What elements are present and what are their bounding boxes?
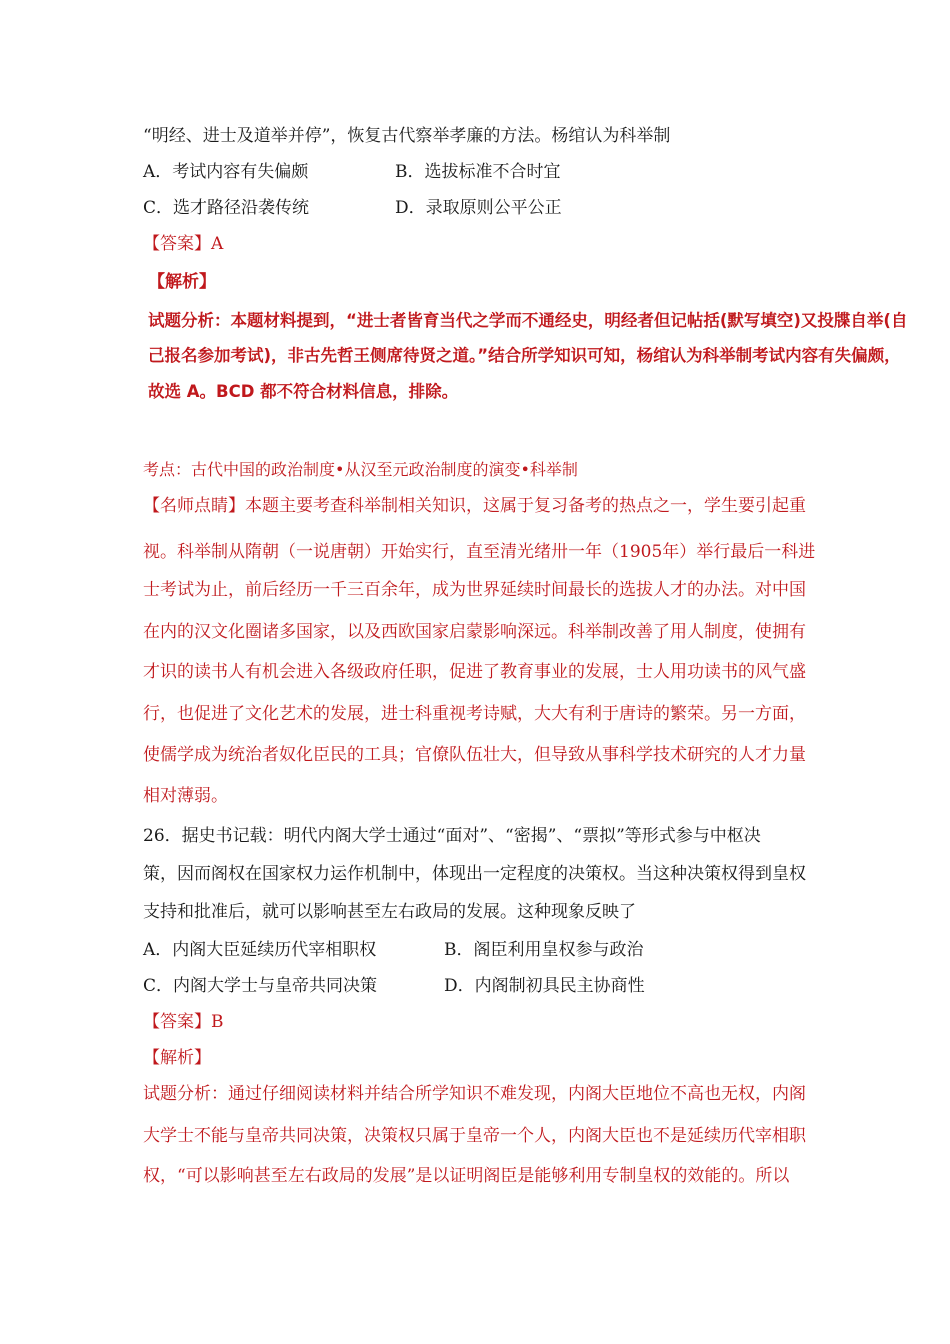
q25-mingshi-line: 行，也促进了文化艺术的发展，进士科重视考诗赋，大大有利于唐诗的繁荣。另一方面，: [143, 704, 806, 724]
question-26-stem: 26．据史书记载：明代内阁大学士通过“面对”、“密揭”、“票拟”等形式参与中枢决: [143, 826, 761, 846]
question-26-stem: 支持和批准后，就可以影响甚至左右政局的发展。这种现象反映了: [143, 902, 636, 922]
q26-option-d: D．内阁制初具民主协商性: [444, 976, 645, 996]
q25-answer: [143, 232, 223, 256]
q25-mingshi-line: [143, 494, 806, 518]
q25-option-d: D．录取原则公平公正: [395, 198, 562, 218]
q25-mingshi-line: 士考试为止，前后经历一千三百余年，成为世界延续时间最长的选拔人才的办法。对中国: [143, 580, 806, 600]
q25-analysis-tag: 【解析】: [148, 272, 216, 292]
q25-mingshi-line: 才识的读书人有机会进入各级政府任职，促进了教育事业的发展，士人用功读书的风气盛: [143, 662, 806, 682]
mingshi-tag: 【名师点睛】: [143, 496, 245, 516]
q26-analysis-line: 大学士不能与皇帝共同决策，决策权只属于皇帝一个人，内阁大臣也不是延续历代宰相职: [143, 1126, 806, 1146]
q25-mingshi-line: 在内的汉文化圈诸多国家，以及西欧国家启蒙影响深远。科举制改善了用人制度，使拥有: [143, 622, 806, 642]
q25-analysis-line: 故选 A。BCD 都不符合材料信息，排除。: [148, 382, 459, 401]
q26-analysis-line: 试题分析：通过仔细阅读材料并结合所学知识不难发现，内阁大臣地位不高也无权，内阁: [143, 1084, 806, 1104]
q26-analysis-tag: 【解析】: [143, 1048, 211, 1068]
q26-option-a: A．内阁大臣延续历代宰相职权: [143, 940, 377, 960]
q25-mingshi-line: 使儒学成为统治者奴化臣民的工具；官僚队伍壮大，但导致从事科学技术研究的人才力量: [143, 745, 806, 765]
q26-option-b: B．阁臣利用皇权参与政治: [444, 940, 644, 960]
answer-tag: 【答案】: [143, 234, 211, 254]
q26-option-c: C．内阁大学士与皇帝共同决策: [143, 976, 378, 996]
q25-analysis-line: 试题分析：本题材料提到，“进士者皆育当代之学而不通经史，明经者但记帖括(默写填空)又投牒自举(自: [148, 311, 908, 330]
q26-analysis-line: 权，“可以影响甚至左右政局的发展”是以证明阁臣是能够利用专制皇权的效能的。所以: [143, 1166, 790, 1186]
q25-option-a: A．考试内容有失偏颇: [143, 162, 309, 182]
q25-analysis-line: 己报名参加考试)，非古先哲王侧席待贤之道。”结合所学知识可知，杨绾认为科举制考试内容有失偏颇，: [148, 346, 901, 365]
q25-option-c: C．选才路径沿袭传统: [143, 198, 310, 218]
question-25-stem-tail: “明经、进士及道举并停”，恢复古代察举孝廉的方法。杨绾认为科举制: [143, 126, 671, 146]
answer-value: B: [211, 1012, 224, 1032]
answer-tag: 【答案】: [143, 1012, 211, 1032]
question-26-stem: 策，因而阁权在国家权力运作机制中，体现出一定程度的决策权。当这种决策权得到皇权: [143, 864, 806, 884]
mingshi-text: 本题主要考查科举制相关知识，这属于复习备考的热点之一，学生要引起重: [245, 496, 806, 516]
q26-answer: [143, 1010, 224, 1034]
q25-mingshi-line: 相对薄弱。: [143, 786, 228, 806]
answer-value: A: [211, 234, 224, 254]
q25-mingshi-line: 视。科举制从隋朝（一说唐朝）开始实行，直至清光绪卅一年（1905年）举行最后一科进: [143, 542, 816, 562]
q25-option-b: B．选拔标准不合时宜: [395, 162, 561, 182]
q25-kaodian: 考点：古代中国的政治制度•从汉至元政治制度的演变•科举制: [143, 460, 578, 479]
